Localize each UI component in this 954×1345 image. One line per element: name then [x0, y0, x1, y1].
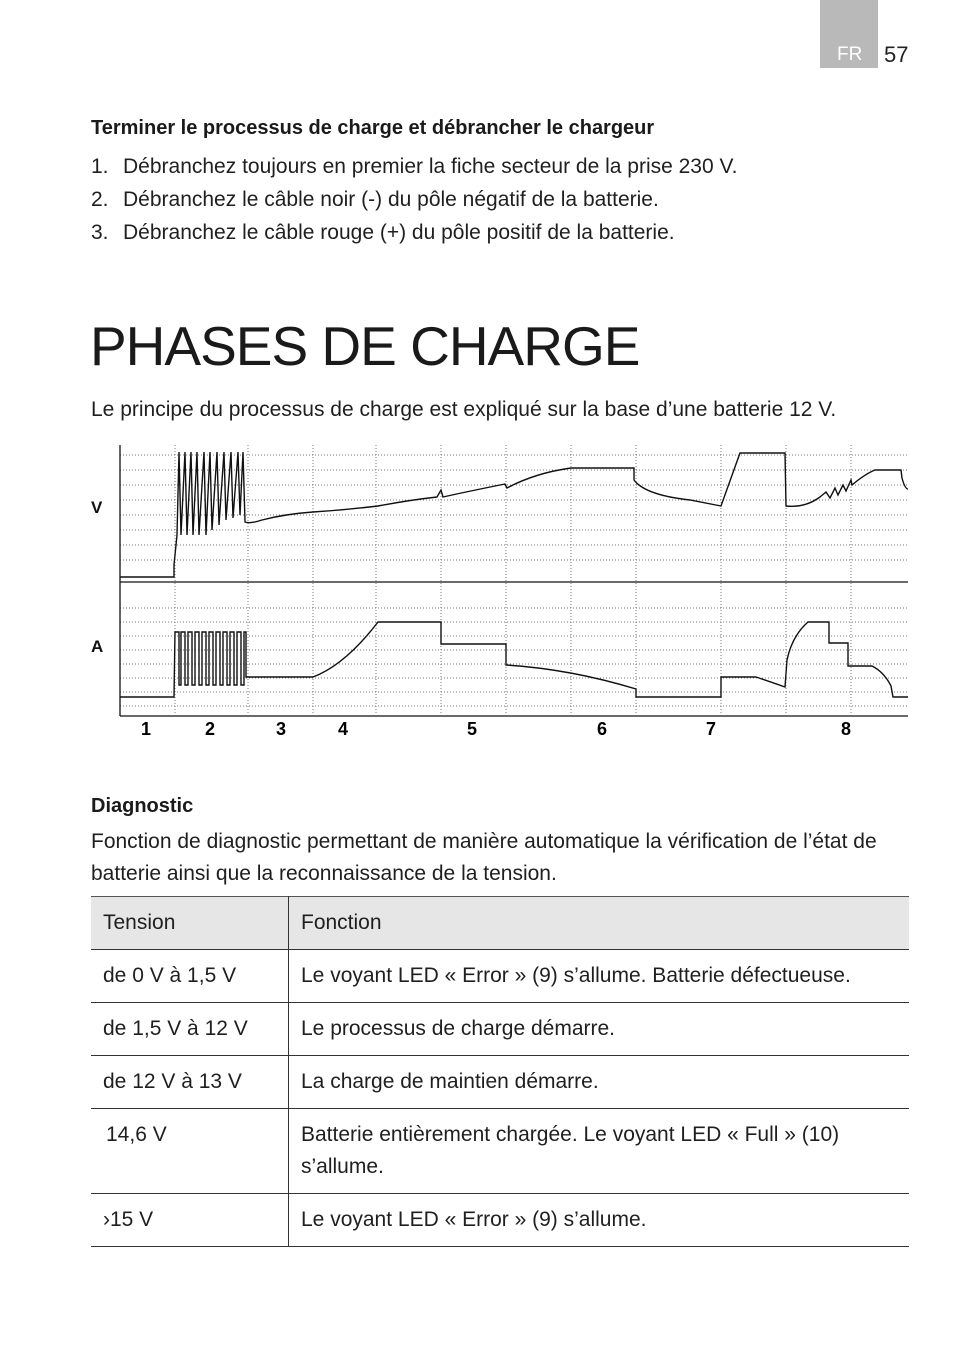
phase-label: 7: [705, 719, 717, 739]
step-item: [91, 216, 737, 249]
phase-label: 1: [140, 719, 152, 739]
fonction-cell: Le voyant LED « Error » (9) s’allume. Batterie défectueuse.: [289, 950, 910, 1003]
current-curve: [120, 622, 908, 697]
table-row: [91, 1109, 909, 1194]
page-title: PHASES DE CHARGE: [90, 315, 640, 377]
page-number: 57: [884, 42, 909, 67]
tension-cell: de 1,5 V à 12 V: [91, 1003, 289, 1056]
phase-label: 3: [275, 719, 287, 739]
intro-text: Le principe du processus de charge est expliqué sur la base d’une batterie 12 V.: [91, 398, 837, 421]
fonction-cell: Le processus de charge démarre.: [289, 1003, 910, 1056]
fonction-cell: La charge de maintien démarre.: [289, 1056, 910, 1109]
phase-label: 8: [840, 719, 852, 739]
tension-cell: de 0 V à 1,5 V: [91, 950, 289, 1003]
diagnostic-table: [91, 896, 909, 1247]
step-item: [91, 183, 737, 216]
phase-label: 2: [204, 719, 216, 739]
chart-grid: [120, 445, 908, 714]
step-text: Débranchez toujours en premier la fiche secteur de la prise 230 V.: [123, 155, 738, 178]
step-number: 2.: [91, 188, 109, 211]
fonction-cell: Le voyant LED « Error » (9) s’allume.: [289, 1194, 910, 1247]
tension-cell: 14,6 V: [91, 1109, 289, 1194]
fonction-cell: Batterie entièrement chargée. Le voyant LED « Full » (10) s’allume.: [289, 1109, 910, 1194]
charge-phases-chart: [0, 440, 954, 750]
chart-axes: [120, 445, 908, 716]
phase-label: 4: [337, 719, 349, 739]
phase-label: 5: [466, 719, 478, 739]
step-text: Débranchez le câble rouge (+) du pôle positif de la batterie.: [123, 221, 675, 244]
table-row: [91, 1003, 909, 1056]
phase-label: 6: [596, 719, 608, 739]
step-number: 1.: [91, 155, 109, 178]
step-number: 3.: [91, 221, 109, 244]
table-header-row: [91, 897, 909, 950]
header-fonction: Fonction: [289, 897, 910, 950]
diagnostic-heading: Diagnostic: [91, 795, 194, 817]
diagnostic-text: Fonction de diagnostic permettant de manière automatique la vérification de l’état de batterie ainsi que la reconnaissance de la tension.: [91, 830, 877, 885]
end-charge-heading: Terminer le processus de charge et débrancher le chargeur: [91, 117, 655, 139]
table-row: [91, 1194, 909, 1247]
tension-cell: de 12 V à 13 V: [91, 1056, 289, 1109]
voltage-axis-label: V: [91, 498, 103, 517]
header-tension: Tension: [91, 897, 289, 950]
end-charge-steps: [91, 150, 737, 249]
table-row: [91, 1056, 909, 1109]
tension-cell: ›15 V: [91, 1194, 289, 1247]
step-item: [91, 150, 737, 183]
current-axis-label: A: [91, 637, 104, 656]
language-label: FR: [837, 44, 863, 65]
table-row: [91, 950, 909, 1003]
step-text: Débranchez le câble noir (-) du pôle négatif de la batterie.: [123, 188, 659, 211]
